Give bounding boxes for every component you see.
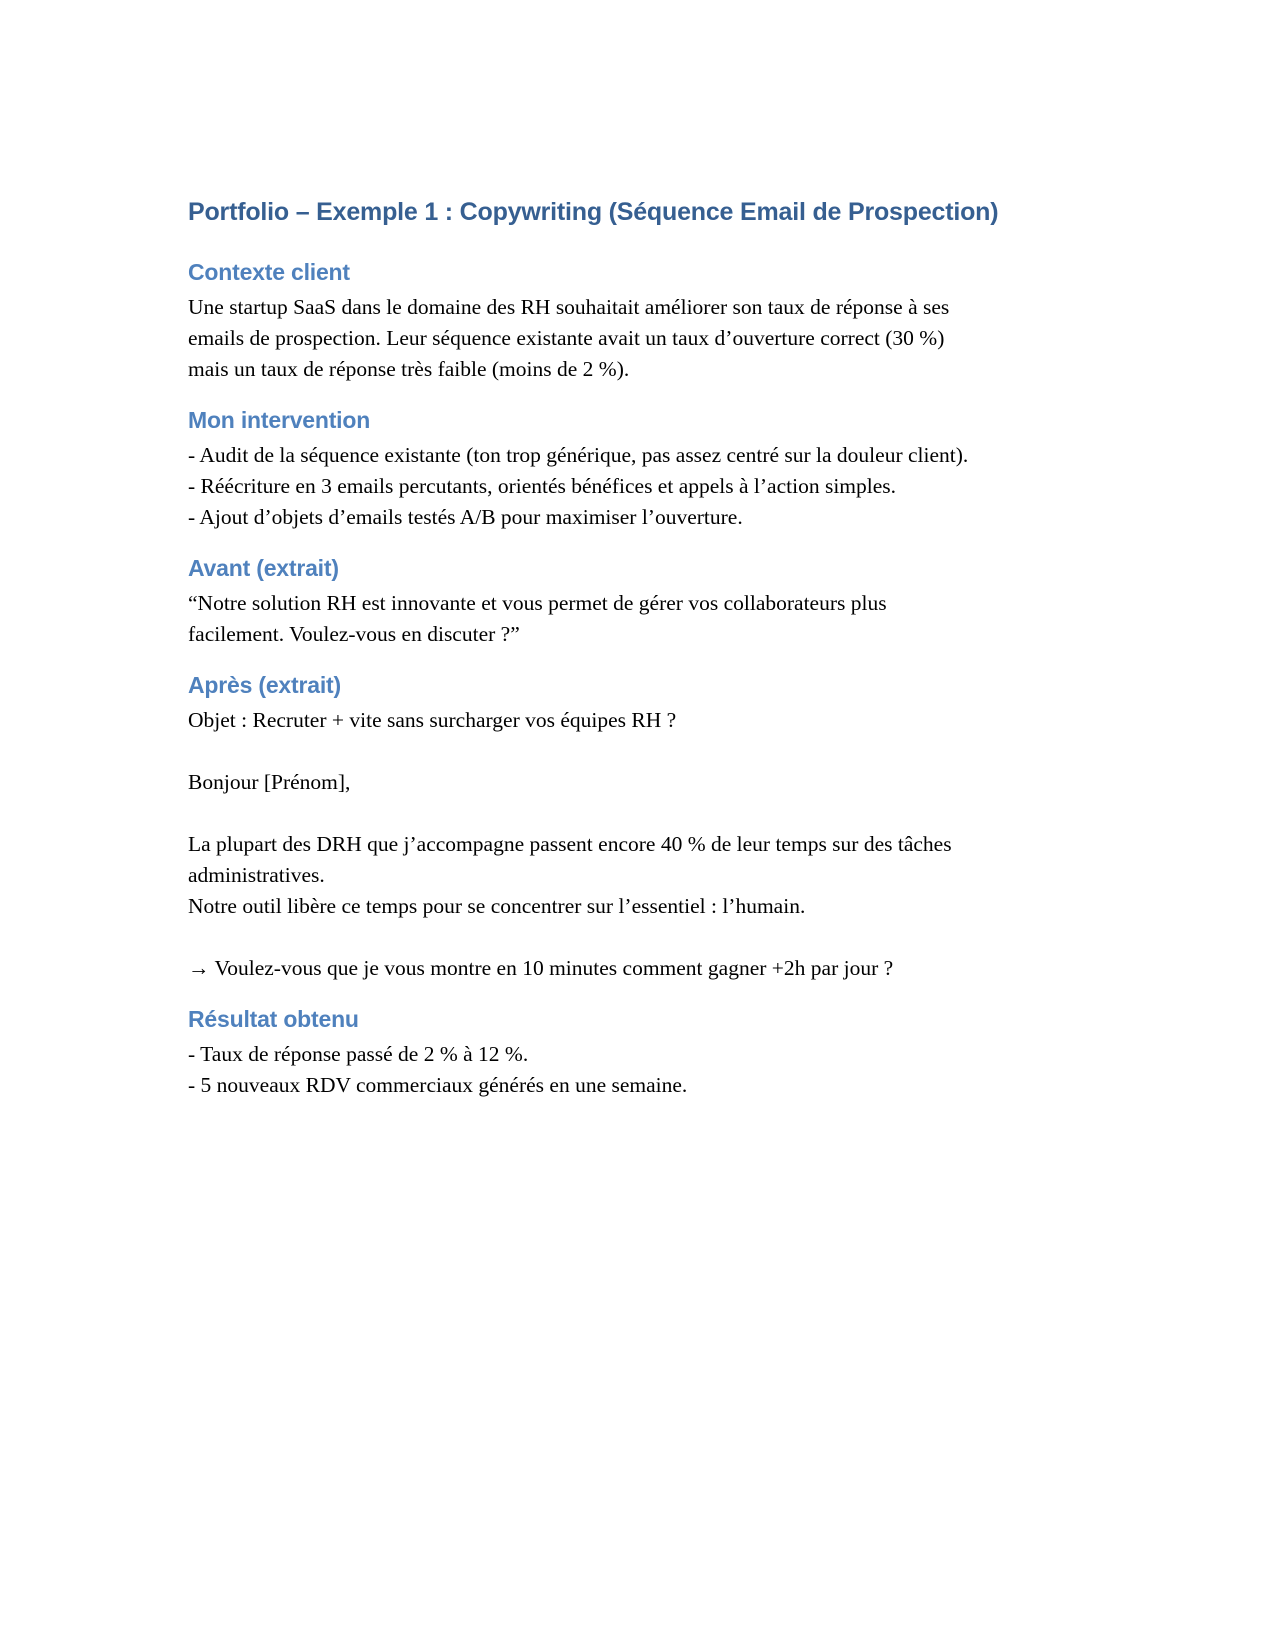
section-body-apres bbox=[188, 705, 1088, 984]
email-body-line: La plupart des DRH que j’accompagne passent encore 40 % de leur temps sur des tâches bbox=[188, 832, 952, 856]
section-body-intervention bbox=[188, 440, 1088, 533]
paragraph-line: Une startup SaaS dans le domaine des RH souhaitait améliorer son taux de réponse à ses bbox=[188, 295, 950, 319]
section-mon-intervention bbox=[188, 405, 1088, 533]
email-subject: Objet : Recruter + vite sans surcharger vos équipes RH ? bbox=[188, 708, 677, 732]
blank-line bbox=[188, 798, 1088, 829]
list-item: - Audit de la séquence existante (ton trop générique, pas assez centré sur la douleur client). bbox=[188, 443, 969, 467]
section-resultat-obtenu bbox=[188, 1004, 1088, 1101]
section-body-resultat bbox=[188, 1039, 1088, 1101]
section-heading-avant: Avant (extrait) bbox=[188, 555, 339, 581]
blank-line bbox=[188, 922, 1088, 953]
section-heading-resultat: Résultat obtenu bbox=[188, 1006, 359, 1032]
document-page bbox=[188, 196, 1088, 1121]
section-heading-apres: Après (extrait) bbox=[188, 672, 341, 698]
blank-line bbox=[188, 736, 1088, 767]
section-body-avant bbox=[188, 588, 1088, 650]
section-heading-intervention: Mon intervention bbox=[188, 407, 371, 433]
paragraph-line: mais un taux de réponse très faible (moins de 2 %). bbox=[188, 357, 630, 381]
email-greeting: Bonjour [Prénom], bbox=[188, 770, 351, 794]
document-title: Portfolio – Exemple 1 : Copywriting (Séquence Email de Prospection) bbox=[188, 198, 999, 226]
section-contexte-client bbox=[188, 257, 1088, 385]
email-body-line: Notre outil libère ce temps pour se concentrer sur l’essentiel : l’humain. bbox=[188, 894, 806, 918]
section-apres-extrait bbox=[188, 670, 1088, 984]
section-heading-contexte: Contexte client bbox=[188, 259, 350, 285]
email-body-line: administratives. bbox=[188, 863, 325, 887]
list-item: - Réécriture en 3 emails percutants, orientés bénéfices et appels à l’action simples. bbox=[188, 474, 897, 498]
section-body-contexte bbox=[188, 292, 1088, 385]
quote-line: facilement. Voulez-vous en discuter ?” bbox=[188, 622, 520, 646]
list-item: - Ajout d’objets d’emails testés A/B pour maximiser l’ouverture. bbox=[188, 505, 743, 529]
email-call-to-action: → Voulez-vous que je vous montre en 10 minutes comment gagner +2h par jour ? bbox=[188, 956, 894, 980]
list-item: - 5 nouveaux RDV commerciaux générés en une semaine. bbox=[188, 1073, 688, 1097]
quote-line: “Notre solution RH est innovante et vous permet de gérer vos collaborateurs plus bbox=[188, 591, 887, 615]
paragraph-line: emails de prospection. Leur séquence existante avait un taux d’ouverture correct (30 %) bbox=[188, 326, 945, 350]
section-avant-extrait bbox=[188, 553, 1088, 650]
list-item: - Taux de réponse passé de 2 % à 12 %. bbox=[188, 1042, 529, 1066]
